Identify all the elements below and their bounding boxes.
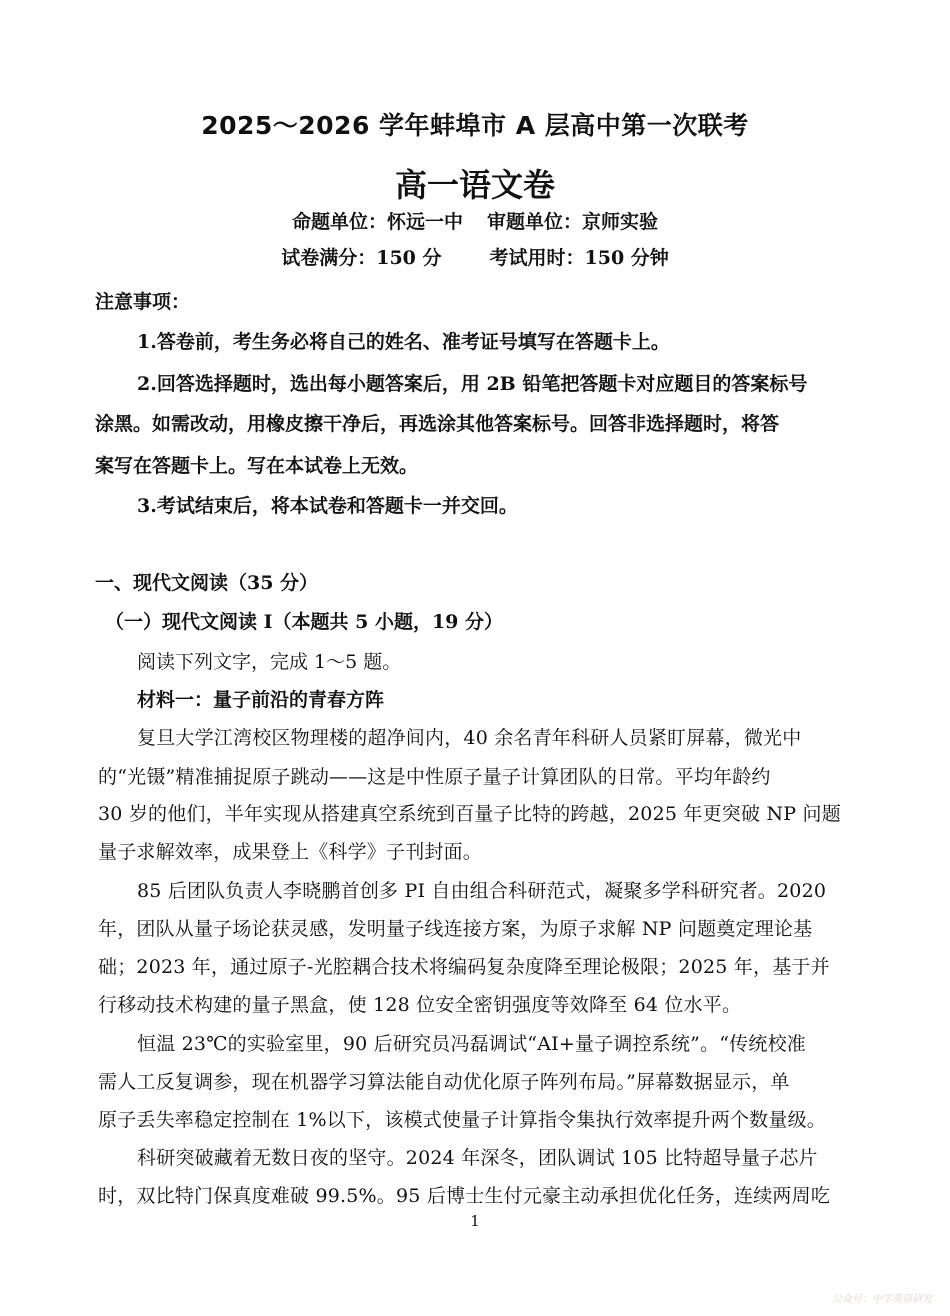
section-heading: 一、现代文阅读（35 分）: [95, 572, 319, 594]
exam-title: 2025～2026 学年蚌埠市 A 层高中第一次联考: [201, 111, 749, 140]
passage-line: 需人工反复调参，现在机器学习算法能自动优化原子阵列布局。”屏幕数据显示，单: [98, 1071, 790, 1093]
passage-line: 恒温 23℃的实验室里，90 后研究员冯磊调试“AI+量子调控系统”。“传统校准: [137, 1033, 806, 1055]
passage-line: 的“光镊”精准捕捉原子跳动——这是中性原子量子计算团队的日常。平均年龄约: [98, 766, 771, 788]
watermark: 公众号：中学英语研究: [832, 1294, 932, 1305]
notice-heading: 注意事项：: [95, 291, 191, 313]
exam-units: [0, 207, 950, 234]
sub-section-heading: （一）现代文阅读 I（本题共 5 小题，19 分）: [105, 611, 504, 633]
setter-unit: 命题单位：怀远一中: [291, 211, 463, 233]
passage-line: 时，双比特门保真度难破 99.5%。95 后博士生付元豪主动承担优化任务，连续两周吃: [98, 1185, 831, 1207]
passage-line: 年，团队从量子场论获灵感，发明量子线连接方案，为原子求解 NP 问题奠定理论基: [98, 918, 813, 940]
exam-subtitle: 高一语文卷: [394, 166, 555, 204]
page-number: 1: [470, 1212, 480, 1230]
reading-instruction: 阅读下列文字，完成 1～5 题。: [137, 651, 402, 673]
exam-duration: 考试用时：150 分钟: [489, 247, 669, 269]
notice-item-2-line-1: 2.回答选择题时，选出每小题答案后，用 2B 铅笔把答题卡对应题目的答案标号: [137, 373, 808, 395]
passage-line: 行移动技术构建的量子黑盒，使 128 位安全密钥强度等效降至 64 位水平。: [98, 994, 742, 1016]
notice-item-1: 1.答卷前，考生务必将自己的姓名、准考证号填写在答题卡上。: [137, 331, 670, 353]
reviewer-unit: 审题单位：京师实验: [487, 211, 659, 233]
notice-item-2-line-2: 涂黑。如需改动，用橡皮擦干净后，再选涂其他答案标号。回答非选择题时，将答: [95, 413, 780, 435]
exam-score-time: [0, 243, 950, 270]
notice-item-3: 3.考试结束后，将本试卷和答题卡一并交回。: [137, 495, 518, 517]
passage-line: 85 后团队负责人李晓鹏首创多 PI 自由组合科研范式，凝聚多学科研究者。2020: [137, 880, 827, 902]
passage-line: 复旦大学江湾校区物理楼的超净间内，40 余名青年科研人员紧盯屏幕，微光中: [137, 727, 802, 749]
passage-line: 原子丢失率稳定控制在 1%以下，该模式使量子计算指令集执行效率提升两个数量级。: [98, 1109, 826, 1131]
full-score: 试卷满分：150 分: [281, 247, 442, 269]
passage-line: 础；2023 年，通过原子-光腔耦合技术将编码复杂度降至理论极限；2025 年，基于并: [98, 956, 830, 978]
passage-line: 量子求解效率，成果登上《科学》子刊封面。: [98, 841, 483, 863]
passage-line: 30 岁的他们，半年实现从搭建真空系统到百量子比特的跨越，2025 年更突破 NP 问题: [98, 803, 841, 825]
passage-line: 科研突破藏着无数日夜的坚守。2024 年深冬，团队调试 105 比特超导量子芯片: [137, 1147, 818, 1169]
material-title: 材料一：量子前沿的青春方阵: [137, 689, 385, 711]
notice-item-2-line-3: 案写在答题卡上。写在本试卷上无效。: [95, 455, 419, 477]
